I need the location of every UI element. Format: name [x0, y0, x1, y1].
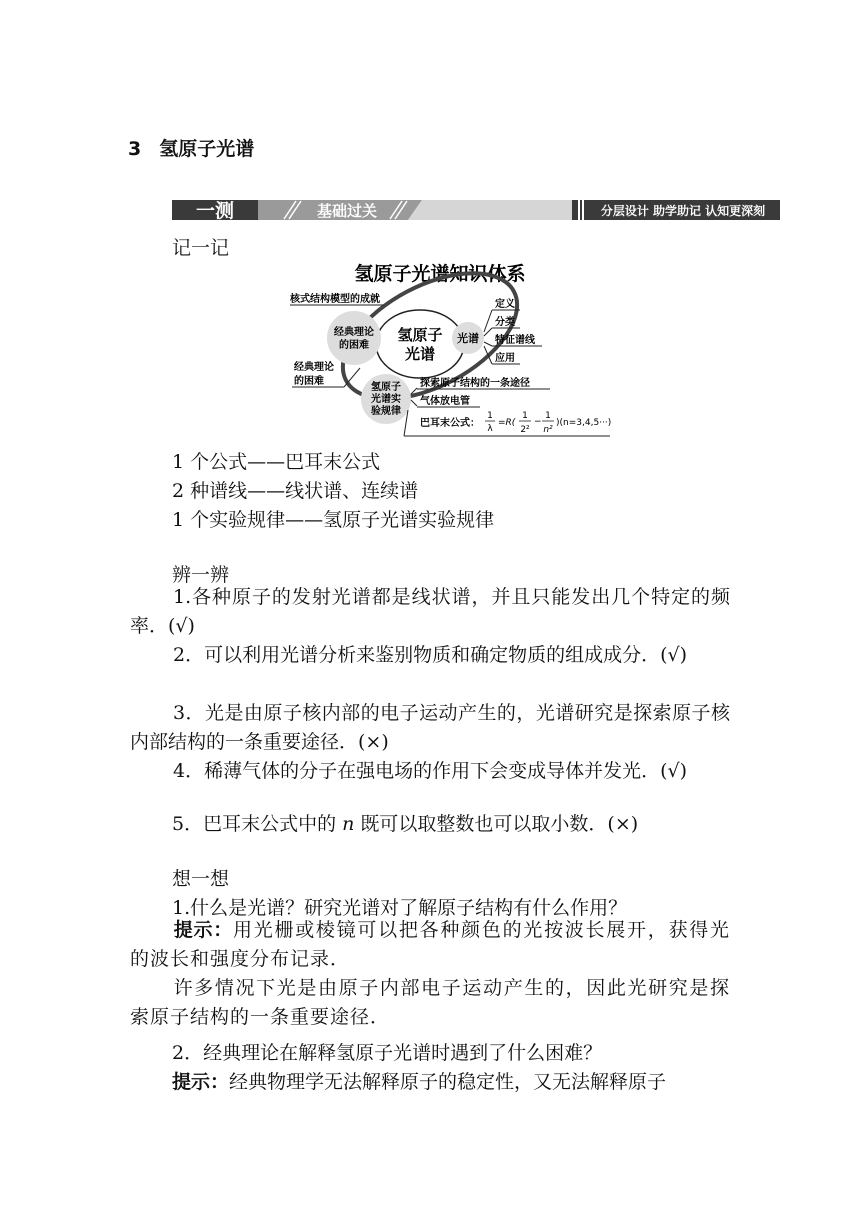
xiang-q1: 1.什么是光谱？研究光谱对了解原子结构有什么作用？	[172, 897, 628, 919]
bian-item-1	[130, 583, 730, 641]
diagram-spectrum-item-1: 定义	[495, 299, 515, 310]
formula-eq: =R(	[498, 418, 516, 428]
diagram-law-line1: 氢原子	[371, 382, 401, 393]
bian-item-5	[172, 809, 638, 836]
banner-label: 基础过关	[316, 202, 378, 220]
diagram-top-left: 核式结构模型的成就	[290, 294, 380, 305]
banner-badge: 一测	[195, 200, 235, 222]
bian-item-1-text: 1.各种原子的发射光谱都是线状谱，并且只能发出几个特定的频率．(√)	[130, 586, 730, 637]
bian-item-3-text: 3．光是由原子核内部的电子运动产生的，光谱研究是探索原子核内部结构的一条重要途径．(×)	[130, 702, 730, 753]
hint-label-1: 提示：	[173, 919, 233, 941]
bian-item-5-var: n	[342, 813, 355, 835]
summary-line-3: 1 个实验规律——氢原子光谱实验规律	[172, 509, 495, 531]
section-banner	[172, 198, 780, 222]
bian-item-5-post: 既可以取整数也可以取小数．(×)	[354, 813, 639, 835]
formula-two-squared: 2²	[520, 425, 530, 435]
diagram-left-node-line1: 经典理论	[334, 327, 374, 338]
xiang-a1-1-text: 用光栅或棱镜可以把各种颜色的光按波长展开，获得光的波长和强度分布记录．	[130, 919, 730, 970]
summary-line-1: 1 个公式——巴耳末公式	[172, 451, 381, 473]
bian-item-2	[130, 641, 730, 670]
diagram-bottom-left-line1: 经典理论	[294, 362, 334, 373]
xiang-a2	[172, 1067, 666, 1094]
bian-item-4-text: 4．稀薄气体的分子在强电场的作用下会变成导体并发光．(√)	[173, 760, 688, 782]
diagram-spectrum-item-3: 特征谱线	[495, 335, 535, 346]
formula-lambda: λ	[487, 424, 493, 434]
hint-label-2: 提示：	[172, 1071, 230, 1093]
section-title-text: 氢原子光谱	[159, 138, 255, 160]
ji-title: 记一记	[172, 237, 230, 259]
section-number: 3	[128, 138, 142, 160]
diagram-law-line3: 验规律	[371, 406, 401, 417]
bian-item-5-pre: 5．巴耳末公式中的	[172, 813, 343, 835]
summary-line-2: 2 种谱线——线状谱、连续谱	[172, 480, 419, 502]
formula-numerator-2: 1	[522, 411, 528, 421]
bian-item-4	[130, 757, 730, 786]
diagram-law-item-2: 气体放电管	[420, 396, 470, 407]
bian-item-2-text: 2．可以利用光谱分析来鉴别物质和确定物质的组成成分．(√)	[173, 644, 688, 666]
diagram-title: 氢原子光谱知识体系	[354, 263, 526, 285]
xiang-q2: 2．经典理论在解释氢原子光谱时遇到了什么困难？	[172, 1042, 603, 1064]
knowledge-diagram	[280, 258, 620, 443]
diagram-bottom-left-line2: 的困难	[294, 376, 324, 387]
formula-minus: −	[534, 417, 542, 427]
banner-right-text: 分层设计 助学助记 认知更深刻	[600, 204, 766, 218]
bian-title: 辨一辨	[172, 564, 230, 586]
formula-numerator-3: 1	[545, 411, 551, 421]
diagram-spectrum-item-4: 应用	[495, 353, 515, 364]
formula-tail: )(n=3,4,5···)	[556, 418, 612, 428]
diagram-spectrum-item-2: 分类	[495, 317, 515, 328]
xiang-a1-2-text: 许多情况下光是由原子内部电子运动产生的，因此光研究是探索原子结构的一条重要途径．	[130, 977, 730, 1028]
diagram-law-item-1: 探索原子结构的一条途径	[420, 378, 530, 389]
diagram-center-line2: 光谱	[404, 345, 436, 363]
formula-n-squared: n²	[543, 425, 553, 435]
xiang-a1-1	[130, 916, 730, 974]
formula-numerator-1: 1	[487, 411, 493, 421]
diagram-law-line2: 光谱实	[371, 394, 401, 405]
diagram-center-bubble	[376, 310, 464, 378]
diagram-left-node	[327, 311, 381, 365]
formula-label: 巴耳末公式：	[420, 418, 480, 429]
diagram-spectrum-label: 光谱	[457, 332, 479, 345]
diagram-center-line1: 氢原子	[397, 326, 443, 344]
bian-item-3	[130, 699, 730, 757]
section-title	[128, 134, 254, 161]
xiang-title: 想一想	[172, 868, 230, 890]
diagram-left-node-line2: 的困难	[339, 340, 369, 351]
xiang-a2-text: 经典物理学无法解释原子的稳定性，又无法解释原子	[229, 1071, 667, 1093]
xiang-a1-2	[130, 974, 730, 1032]
